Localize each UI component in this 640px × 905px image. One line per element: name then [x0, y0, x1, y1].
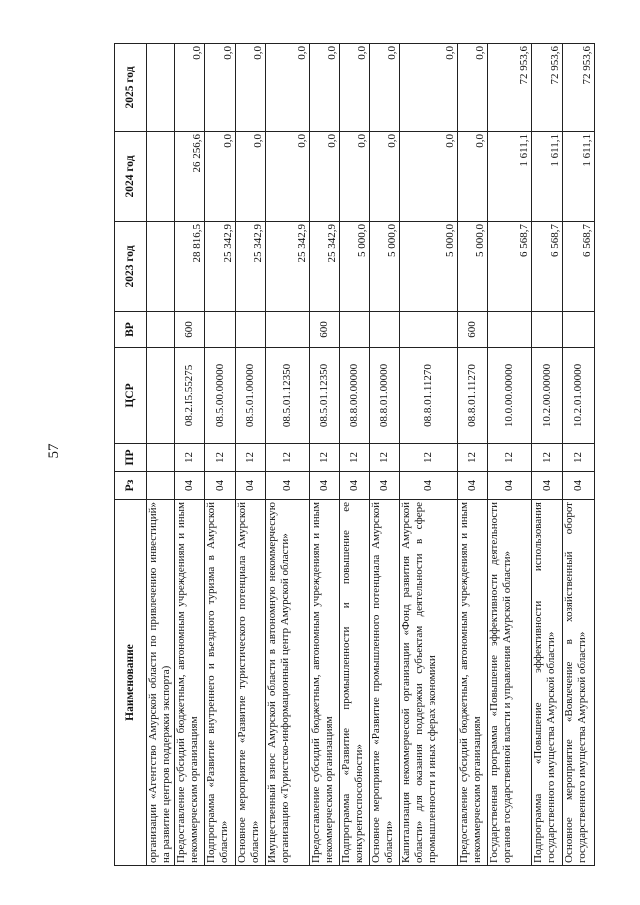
cell-2025: 0,0: [266, 44, 310, 132]
cell-2023: 5 000,0: [370, 222, 400, 312]
cell-rz: 04: [370, 472, 400, 500]
cell-csr: 08.5.01.00000: [236, 348, 266, 444]
table-row: [236, 44, 266, 866]
table-row: [370, 44, 400, 866]
cell-pr: 12: [205, 444, 236, 472]
cell-2023: 25 342,9: [310, 222, 340, 312]
cell-2024: 0,0: [400, 132, 458, 222]
cell-2025: 0,0: [400, 44, 458, 132]
cell-name: Подпрограмма «Повышение эффективности использования государственного имущества Амурской области»: [532, 500, 563, 866]
cell-2024: 0,0: [205, 132, 236, 222]
cell-name: Государственная программа «Повышение эффективности деятельности органов государственной власти и управления Амурской области»: [488, 500, 532, 866]
cell-2025: 0,0: [205, 44, 236, 132]
cell-2023: 25 342,9: [236, 222, 266, 312]
table-row: [458, 44, 488, 866]
cell-2025: 0,0: [370, 44, 400, 132]
cell-vr: [266, 312, 310, 348]
cell-csr: 10.0.00.00000: [488, 348, 532, 444]
cell-vr: [340, 312, 370, 348]
cell-name: Предоставление субсидий бюджетным, автономным учреждениям и иным некоммерческим организациям: [175, 500, 205, 866]
cell-2023: 5 000,0: [458, 222, 488, 312]
cell-2024: 1 611,1: [488, 132, 532, 222]
cell-vr: [488, 312, 532, 348]
rotated-table-wrapper: [114, 44, 594, 866]
cell-csr: 08.8.01.11270: [458, 348, 488, 444]
cell-name: Основное мероприятие «Развитие промышленного потенциала Амурской области»: [370, 500, 400, 866]
cell-vr: [147, 312, 175, 348]
table-row: [532, 44, 563, 866]
cell-name: организации «Агентство Амурской области по привлечению инвестиций» на развитие центров поддержки экспорта): [147, 500, 175, 866]
header-2023: 2023 год: [115, 222, 147, 312]
cell-vr: [205, 312, 236, 348]
cell-pr: 12: [563, 444, 595, 472]
cell-csr: 08.8.01.11270: [400, 348, 458, 444]
cell-pr: 12: [175, 444, 205, 472]
cell-name: Основное мероприятие «Вовлечение в хозяйственный оборот государственного имущества Амурской области»: [563, 500, 595, 866]
cell-name: Подпрограмма «Развитие промышленности и повышение ее конкурентоспособности»: [340, 500, 370, 866]
cell-2025: 72 953,6: [563, 44, 595, 132]
cell-2023: 25 342,9: [205, 222, 236, 312]
header-pr: ПР: [115, 444, 147, 472]
table-row: [400, 44, 458, 866]
cell-rz: 04: [236, 472, 266, 500]
cell-2024: 1 611,1: [532, 132, 563, 222]
cell-csr: 10.2.00.00000: [532, 348, 563, 444]
table-row: [340, 44, 370, 866]
cell-pr: 12: [400, 444, 458, 472]
cell-vr: [563, 312, 595, 348]
cell-rz: [147, 472, 175, 500]
cell-csr: 08.5.00.00000: [205, 348, 236, 444]
cell-2023: 6 568,7: [488, 222, 532, 312]
cell-rz: 04: [310, 472, 340, 500]
cell-pr: 12: [340, 444, 370, 472]
cell-2025: 0,0: [236, 44, 266, 132]
cell-vr: 600: [310, 312, 340, 348]
cell-rz: 04: [175, 472, 205, 500]
cell-pr: 12: [310, 444, 340, 472]
header-2025: 2025 год: [115, 44, 147, 132]
header-csr: ЦСР: [115, 348, 147, 444]
cell-pr: 12: [488, 444, 532, 472]
cell-pr: 12: [266, 444, 310, 472]
cell-name: Капитализация некоммерческой организации «Фонд развития Амурской области» для оказания поддержки субъектам деятельности в сфере промышленности и иных сферах экономики: [400, 500, 458, 866]
cell-csr: 08.8.00.00000: [340, 348, 370, 444]
cell-rz: 04: [266, 472, 310, 500]
table-row: [205, 44, 236, 866]
cell-name: Подпрограмма «Развитие внутреннего и въездного туризма в Амурской области»: [205, 500, 236, 866]
cell-2024: 0,0: [370, 132, 400, 222]
cell-csr: 08.5.01.12350: [310, 348, 340, 444]
cell-2025: [147, 44, 175, 132]
cell-2025: 0,0: [310, 44, 340, 132]
cell-vr: 600: [175, 312, 205, 348]
cell-2024: 0,0: [340, 132, 370, 222]
cell-2023: 5 000,0: [340, 222, 370, 312]
cell-pr: [147, 444, 175, 472]
header-rz: Рз: [115, 472, 147, 500]
cell-rz: 04: [532, 472, 563, 500]
header-vr: ВР: [115, 312, 147, 348]
cell-2025: 0,0: [458, 44, 488, 132]
cell-vr: [400, 312, 458, 348]
table-row: [175, 44, 205, 866]
cell-pr: 12: [236, 444, 266, 472]
header-name: Наименование: [115, 500, 147, 866]
cell-2023: 6 568,7: [563, 222, 595, 312]
table-row: [266, 44, 310, 866]
cell-2024: 26 256,6: [175, 132, 205, 222]
cell-vr: [370, 312, 400, 348]
cell-vr: [532, 312, 563, 348]
table-header-row: [115, 44, 147, 866]
cell-2025: 72 953,6: [532, 44, 563, 132]
cell-2025: 72 953,6: [488, 44, 532, 132]
cell-csr: 08.5.01.12350: [266, 348, 310, 444]
header-2024: 2024 год: [115, 132, 147, 222]
cell-2024: 0,0: [458, 132, 488, 222]
cell-2023: 28 816,5: [175, 222, 205, 312]
cell-2023: 5 000,0: [400, 222, 458, 312]
cell-2024: 0,0: [236, 132, 266, 222]
cell-pr: 12: [458, 444, 488, 472]
cell-csr: 08.8.01.00000: [370, 348, 400, 444]
cell-2024: 0,0: [266, 132, 310, 222]
cell-2023: 6 568,7: [532, 222, 563, 312]
table-row: [488, 44, 532, 866]
cell-vr: [236, 312, 266, 348]
cell-2023: 25 342,9: [266, 222, 310, 312]
cell-name: Предоставление субсидий бюджетным, автономным учреждениям и иным некоммерческим организациям: [310, 500, 340, 866]
cell-rz: 04: [488, 472, 532, 500]
cell-vr: 600: [458, 312, 488, 348]
cell-pr: 12: [370, 444, 400, 472]
page-number: 57: [46, 443, 62, 459]
cell-rz: 04: [400, 472, 458, 500]
cell-2023: [147, 222, 175, 312]
cell-csr: [147, 348, 175, 444]
cell-2025: 0,0: [340, 44, 370, 132]
cell-rz: 04: [340, 472, 370, 500]
cell-2025: 0,0: [175, 44, 205, 132]
cell-2024: 1 611,1: [563, 132, 595, 222]
cell-rz: 04: [205, 472, 236, 500]
table-row: [310, 44, 340, 866]
cell-csr: 08.2.I5.55275: [175, 348, 205, 444]
table-row: [563, 44, 595, 866]
cell-csr: 10.2.01.00000: [563, 348, 595, 444]
cell-2024: [147, 132, 175, 222]
cell-name: Основное мероприятие «Развитие туристического потенциала Амурской области»: [236, 500, 266, 866]
cell-pr: 12: [532, 444, 563, 472]
cell-rz: 04: [563, 472, 595, 500]
cell-name: Предоставление субсидий бюджетным, автономным учреждениям и иным некоммерческим организациям: [458, 500, 488, 866]
table-row: [147, 44, 175, 866]
cell-name: Имущественный взнос Амурской области в автономную некоммерческую организацию «Туристско-информационный центр Амурской области»: [266, 500, 310, 866]
cell-2024: 0,0: [310, 132, 340, 222]
budget-table: [114, 43, 595, 866]
cell-rz: 04: [458, 472, 488, 500]
